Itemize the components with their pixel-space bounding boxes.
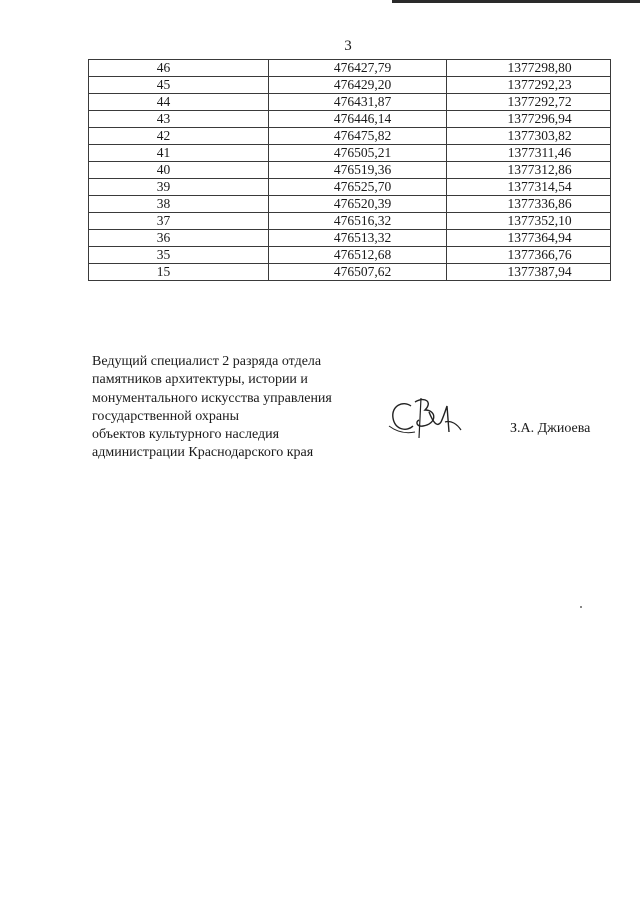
y-coordinate-cell: 1377296,94	[447, 111, 611, 128]
table-row	[89, 162, 611, 179]
point-number-cell: 36	[89, 230, 269, 247]
page-number: 3	[344, 38, 352, 54]
table-row	[89, 111, 611, 128]
y-coordinate-cell: 1377303,82	[447, 128, 611, 145]
signatory-position	[92, 353, 332, 463]
position-line-2: памятников архитектуры, истории и	[92, 372, 308, 388]
x-coordinate-cell: 476512,68	[269, 247, 447, 264]
y-coordinate-cell: 1377366,76	[447, 247, 611, 264]
coordinates-table	[88, 59, 611, 281]
x-coordinate-cell: 476507,62	[269, 264, 447, 281]
point-number-cell: 35	[89, 247, 269, 264]
x-coordinate-cell: 476475,82	[269, 128, 447, 145]
y-coordinate-cell: 1377387,94	[447, 264, 611, 281]
table-row	[89, 213, 611, 230]
x-coordinate-cell: 476446,14	[269, 111, 447, 128]
x-coordinate-cell: 476431,87	[269, 94, 447, 111]
coordinates-table-body	[89, 60, 611, 281]
y-coordinate-cell: 1377314,54	[447, 179, 611, 196]
point-number-cell: 15	[89, 264, 269, 281]
signatory-name: З.А. Джиоева	[510, 421, 591, 436]
point-number-cell: 46	[89, 60, 269, 77]
y-coordinate-cell: 1377352,10	[447, 213, 611, 230]
point-number-cell: 41	[89, 145, 269, 162]
scan-speck	[580, 606, 582, 608]
point-number-cell: 45	[89, 77, 269, 94]
position-line-1: Ведущий специалист 2 разряда отдела	[92, 354, 322, 369]
table-row	[89, 196, 611, 213]
top-edge-rule	[392, 0, 640, 3]
point-number-cell: 43	[89, 111, 269, 128]
y-coordinate-cell: 1377336,86	[447, 196, 611, 213]
table-row	[89, 94, 611, 111]
y-coordinate-cell: 1377292,72	[447, 94, 611, 111]
x-coordinate-cell: 476519,36	[269, 162, 447, 179]
y-coordinate-cell: 1377298,80	[447, 60, 611, 77]
y-coordinate-cell: 1377311,46	[447, 145, 611, 162]
table-row	[89, 60, 611, 77]
position-line-3: монументального искусства управления	[92, 390, 332, 406]
position-line-6: администрации Краснодарского края	[92, 445, 314, 461]
y-coordinate-cell: 1377364,94	[447, 230, 611, 247]
x-coordinate-cell: 476516,32	[269, 213, 447, 230]
x-coordinate-cell: 476525,70	[269, 179, 447, 196]
y-coordinate-cell: 1377292,23	[447, 77, 611, 94]
point-number-cell: 38	[89, 196, 269, 213]
table-row	[89, 128, 611, 145]
point-number-cell: 42	[89, 128, 269, 145]
table-row	[89, 247, 611, 264]
x-coordinate-cell: 476429,20	[269, 77, 447, 94]
y-coordinate-cell: 1377312,86	[447, 162, 611, 179]
point-number-cell: 39	[89, 179, 269, 196]
table-row	[89, 145, 611, 162]
table-row	[89, 230, 611, 247]
table-row	[89, 264, 611, 281]
x-coordinate-cell: 476505,21	[269, 145, 447, 162]
position-line-4: государственной охраны	[92, 408, 240, 424]
position-line-5: объектов культурного наследия	[92, 427, 280, 443]
table-row	[89, 179, 611, 196]
x-coordinate-cell: 476427,79	[269, 60, 447, 77]
point-number-cell: 37	[89, 213, 269, 230]
handwritten-signature	[385, 392, 465, 444]
point-number-cell: 44	[89, 94, 269, 111]
table-row	[89, 77, 611, 94]
x-coordinate-cell: 476520,39	[269, 196, 447, 213]
x-coordinate-cell: 476513,32	[269, 230, 447, 247]
point-number-cell: 40	[89, 162, 269, 179]
